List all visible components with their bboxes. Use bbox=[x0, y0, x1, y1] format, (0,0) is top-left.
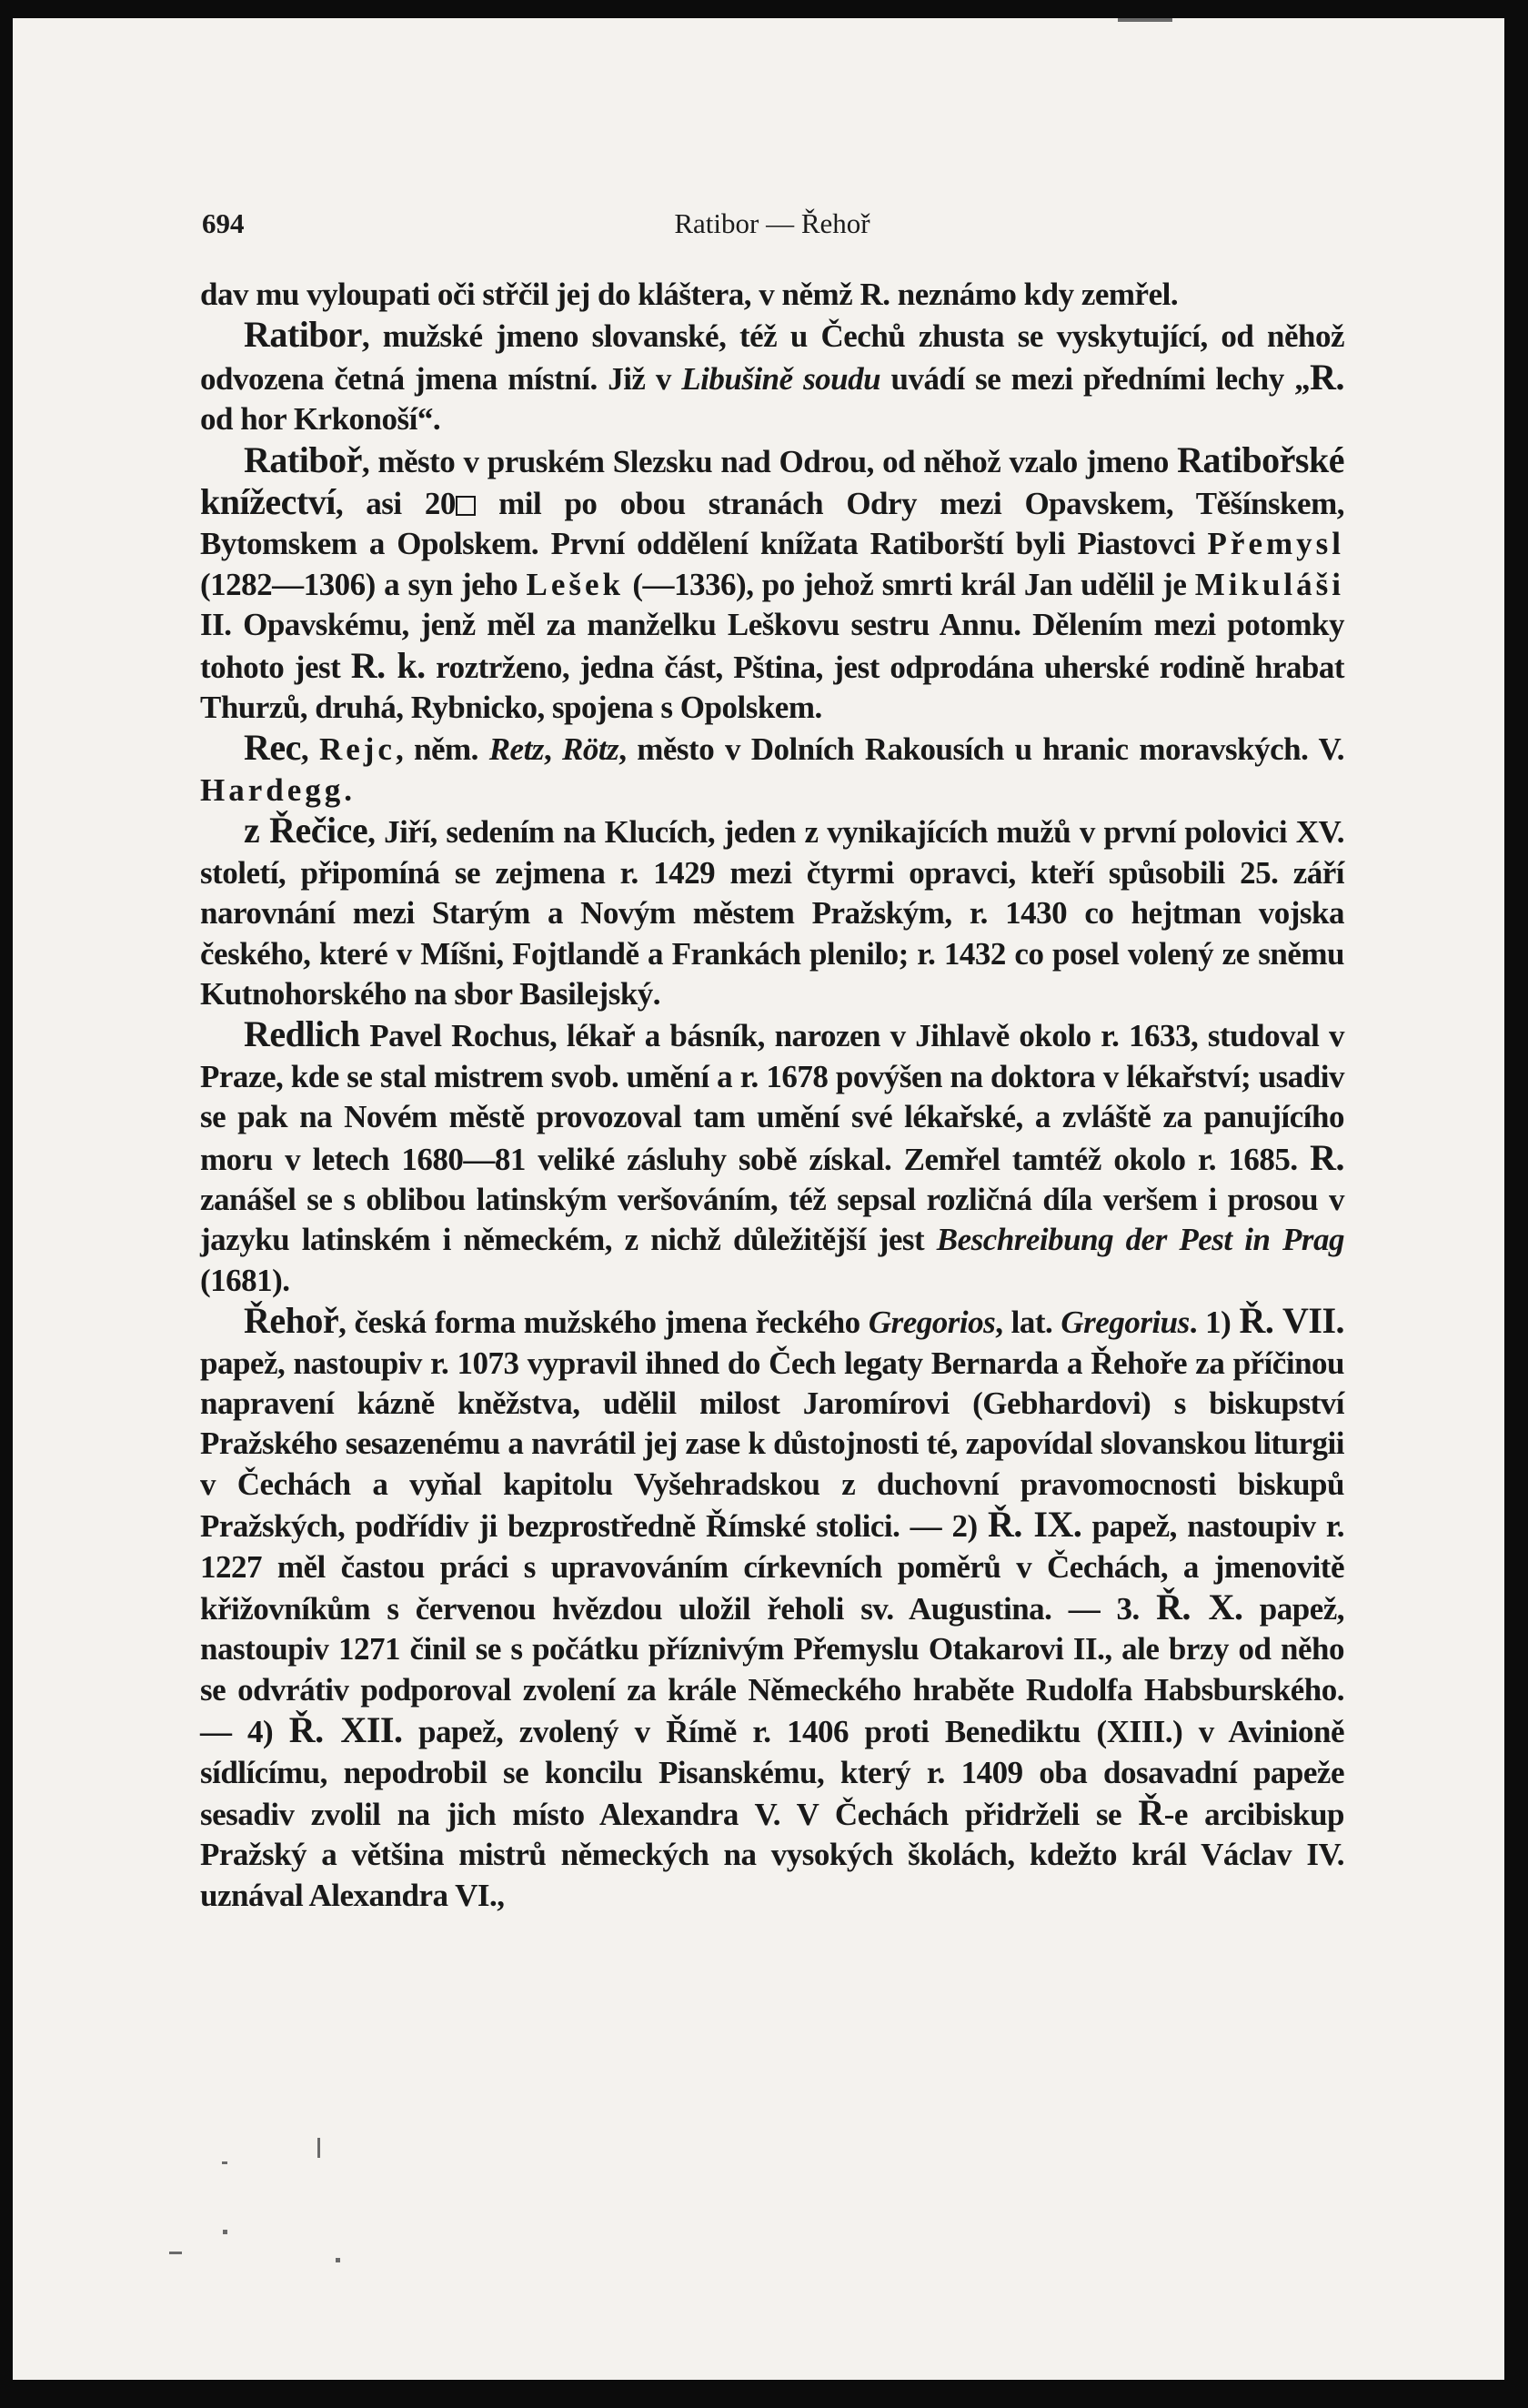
spaced-name: Přemysl bbox=[1207, 526, 1344, 562]
scan-smudge bbox=[222, 2161, 227, 2164]
pope-name: Ř. X. bbox=[1156, 1587, 1243, 1627]
scan-smudge bbox=[223, 2230, 227, 2234]
abbrev: Ř bbox=[1138, 1792, 1164, 1834]
italic-name: Retz bbox=[488, 731, 544, 768]
page-number: 694 bbox=[202, 207, 245, 239]
body-text bbox=[200, 275, 1344, 1916]
headword: Redlich bbox=[244, 1013, 360, 1055]
cross-reference: Hardegg bbox=[200, 771, 345, 808]
scan-smudge bbox=[317, 2138, 320, 2158]
italic-name: Gregorius bbox=[1061, 1305, 1190, 1341]
entry-rehor: Řehoř, česká forma mužského jmena řeckého Gregorios, lat. Gregorius. 1) Ř. VII. papež, nastoupiv r. 1073 vypravil ihned do Čech legaty Bernarda a Řehoře za příčinou napravení kázně kněžstva, udělil milost Jaromírovi (Gebhardovi) s biskupství Pražského sesazenému a navrátil jej zase k důstojnosti té, zapovídal slovanskou liturgii v Čechách a vyňal kapitolu Vyšehradskou z duchovní pravomocnosti biskupů Pražských, podřídiv ji bezprostředně Římské stolici. — 2) Ř. IX. papež, nastoupiv r. 1227 měl častou práci s upravováním církevních poměrů v Čechách, a jmenovitě křižovníkům s červenou hvězdou uložil řeholi sv. Augustina. — 3. Ř. X. papež, nastoupiv 1271 činil se s počátku příznivým Přemyslu Otakarovi II., ale brzy od něho se odvrátiv podporoval zvolení za krále Německého hraběte Rudolfa Habsburského. — 4) Ř. XII. papež, zvolený v Římě r. 1406 proti Benediktu (XIII.) v Avinioně sídlícímu, nepodrobil se koncilu Pisanskému, který r. 1409 oba dosavadní papeže sesadiv zvolil na jich místo Alexandra V. V Čechách přidrželi se Ř-e arcibiskup Pražský a většina mistrů německých na vysokých školách, kdežto král Václav IV. uznával Alexandra VI., bbox=[200, 1300, 1345, 1913]
headword: Řečice bbox=[269, 810, 368, 851]
abbrev: R. bbox=[1310, 1136, 1344, 1178]
spaced-name: Lešek bbox=[526, 566, 625, 602]
pope-name: Ř. VII. bbox=[1239, 1300, 1345, 1342]
abbrev: R. bbox=[1310, 356, 1344, 398]
scan-smudge bbox=[336, 2258, 340, 2262]
entry-ratibor-city: Ratiboř, město v pruském Slezsku nad Odrou, od něhož vzalo jmeno Ratibořské knížectví, asi 20 mil po obou stranách Odry mezi Opavskem, Těšínskem, Bytomskem a Opolskem. První oddělení knížata Ratiborští byli Piastovci Přemysl (1282—1306) a syn jeho Lešek (—1336), po jehož smrti král Jan udělil je Mikuláši II. Opavskému, jenž měl za manželku Leškovu sestru Annu. Dělením mezi potomky tohoto jest R. k. roztrženo, jedna část, Pština, jest odprodána uherské rodině hrabat Thurzů, druhá, Rybnicko, spojena s Opolskem. bbox=[200, 438, 1345, 726]
square-mile-symbol bbox=[456, 496, 476, 516]
abbrev: R. bbox=[860, 277, 890, 312]
page-header bbox=[202, 207, 1342, 253]
headword: Řehoř bbox=[244, 1300, 339, 1342]
entry-recice: z Řečice, Jiří, sedením na Klucích, jeden z vynikajících mužů v první polovici XV. století, připomíná se zejmena r. 1429 mezi čtyrmi opravci, kteří spůsobili 25. září narovnání mezi Starým a Novým městem Pražským, r. 1430 co hejtman vojska českého, které v Míšni, Fojtlandě a Frankách plenilo; r. 1432 co posel volený ze sněmu Kutnohorského na sbor Basilejský. bbox=[200, 810, 1344, 1012]
abbrev: R. k. bbox=[350, 644, 426, 686]
spaced-name: Mikuláši bbox=[1194, 566, 1344, 602]
entry-redlich: Redlich Pavel Rochus, lékař a básník, narozen v Jihlavě okolo r. 1633, studoval v Praze, kde se stal mistrem svob. umění a r. 1678 povýšen na doktora v lékařství; usadiv se pak na Novém městě provozoval tam umění své lékařské, a zvláště za panujícího moru v letech 1680—81 veliké zásluhy sobě získal. Zemřel tamtéž okolo r. 1685. R. zanášel se s oblibou latinským veršováním, též sepsal rozličná díla veršem i prosou v jazyku latinském i německém, z nichž důležitější jest Beschreibung der Pest in Prag (1681). bbox=[200, 1013, 1344, 1298]
pope-name: Ř. IX. bbox=[987, 1504, 1082, 1546]
entry-ratibor: Ratibor, mužské jmeno slovanské, též u Čechů zhusta se vyskytující, od něhož odvozena četná jmena místní. Již v Libušině soudu uvádí se mezi předními lechy „R. od hor Krkonoší“. bbox=[200, 314, 1344, 438]
italic-name: Rötz bbox=[561, 731, 619, 768]
document-page bbox=[13, 18, 1504, 2380]
italic-name: Gregorios bbox=[868, 1305, 996, 1341]
work-title: Libušině soudu bbox=[681, 360, 881, 397]
entry-rec: Rec, Rejc, něm. Retz, Rötz, město v Dolních Rakousích u hranic moravských. V. Hardegg. bbox=[200, 727, 1345, 808]
pope-name: Ř. XII. bbox=[288, 1709, 403, 1751]
work-title: Beschreibung der Pest in Prag bbox=[936, 1222, 1344, 1258]
scan-smudge bbox=[169, 2252, 182, 2254]
headword: Ratibor bbox=[244, 314, 362, 356]
headword: Ratiboř bbox=[244, 438, 362, 480]
subheadword: Ratibořské knížectví bbox=[200, 438, 1344, 523]
running-head: Ratibor — Řehoř bbox=[674, 207, 870, 239]
spaced-name: Rejc bbox=[318, 731, 396, 768]
scan-smudge bbox=[1118, 18, 1172, 22]
paragraph-continuation: dav mu vyloupati oči střčil jej do kláštera, v němž R. neznámo kdy zemřel. bbox=[200, 277, 1179, 312]
headword: Rec bbox=[244, 727, 301, 769]
